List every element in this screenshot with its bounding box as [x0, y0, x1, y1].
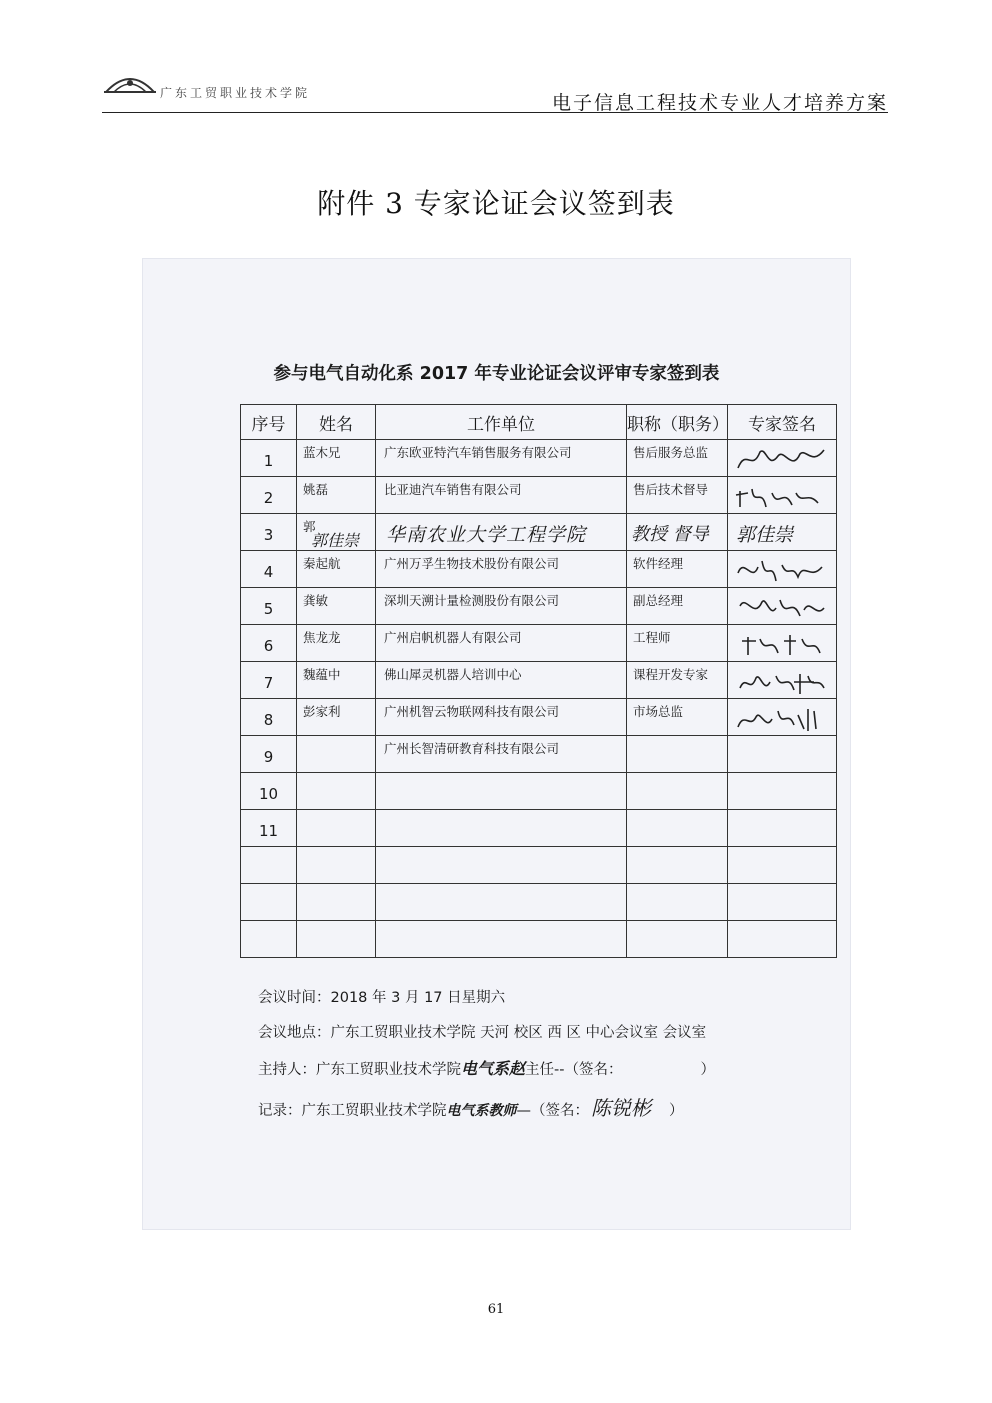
col-header-signature: 专家签名: [728, 405, 837, 440]
host-handwritten-dept: 电气系: [461, 1059, 510, 1078]
expert-name: [297, 884, 375, 890]
work-unit: [376, 921, 626, 927]
signature-cell: [728, 921, 837, 958]
table-row: [241, 773, 837, 810]
expert-name: 蓝木兄: [303, 445, 341, 460]
expert-name: 彭家利: [303, 704, 341, 719]
row-no: 7: [263, 674, 274, 692]
recorder-suffix: —（签名：: [516, 1103, 589, 1119]
signature-cell: [728, 736, 837, 773]
work-unit: [376, 847, 626, 853]
work-unit: 广州机智云物联网科技有限公司: [384, 704, 560, 719]
expert-name: [297, 921, 375, 927]
table-row: [241, 736, 837, 773]
expert-name: 龚敏: [303, 593, 329, 608]
expert-name: [297, 810, 375, 816]
page-number: 61: [487, 1302, 505, 1317]
expert-name: [297, 736, 375, 742]
expert-name: [297, 847, 375, 853]
handwritten-signature: [732, 590, 832, 624]
expert-name: 姚磊: [303, 482, 329, 497]
expert-name: 焦龙龙: [303, 630, 341, 645]
handwritten-unit: 华南农业大学工程学院: [386, 524, 587, 546]
work-unit: [376, 884, 626, 890]
signature-text: [728, 847, 836, 853]
handwritten-title: 教授 督导: [631, 524, 709, 545]
signature-text: [728, 736, 836, 742]
job-title: [627, 884, 727, 890]
row-no: 10: [258, 785, 279, 803]
signature-cell: [728, 699, 837, 736]
job-title: [627, 847, 727, 853]
header-rule: [102, 112, 888, 113]
signature-text: [728, 884, 836, 890]
row-no: [241, 914, 296, 920]
row-no: 3: [263, 526, 274, 544]
college-logo-text: 广东工贸职业技术学院: [160, 86, 311, 100]
handwritten-signature: [732, 553, 832, 587]
scanned-sign-in-sheet: [142, 258, 851, 1230]
signature-cell: [728, 847, 837, 884]
work-unit: 广州长智清研教育科技有限公司: [384, 741, 560, 756]
row-no: 1: [263, 452, 274, 470]
signature-text: [728, 773, 836, 779]
signature-cell: [728, 625, 837, 662]
job-title: 软件经理: [633, 556, 684, 571]
work-unit: 深圳天溯计量检测股份有限公司: [384, 593, 560, 608]
job-title: [627, 921, 727, 927]
row-no: 9: [263, 748, 274, 766]
row-no: 5: [263, 600, 274, 618]
signature-cell: [728, 662, 837, 699]
signature-text: [728, 921, 836, 927]
job-title: [627, 810, 727, 816]
signature-cell: [728, 588, 837, 625]
work-unit: 比亚迪汽车销售有限公司: [384, 482, 522, 497]
work-unit: 广州万孚生物技术股份有限公司: [384, 556, 560, 571]
form-title: 参与电气自动化系 2017 年专业论证会议评审专家签到表: [273, 364, 720, 384]
signature-text: 郭佳崇: [736, 524, 794, 546]
handwritten-signature: [732, 701, 832, 735]
handwritten-name: 郭佳崇: [311, 531, 360, 550]
row-no: [241, 877, 296, 883]
job-title: 售后技术督导: [633, 482, 709, 497]
row-no: 6: [263, 637, 274, 655]
col-header-unit: 工作单位: [376, 405, 627, 440]
work-unit: 广东欧亚特汽车销售服务有限公司: [384, 445, 572, 460]
expert-name: [297, 773, 375, 779]
page-title: 附件 3 专家论证会议签到表: [317, 187, 675, 220]
table-row: [241, 514, 837, 551]
meeting-place: 会议地点：广东工贸职业技术学院 天河 校区 西 区 中心会议室 会议室: [258, 1025, 707, 1041]
job-title: 副总经理: [633, 593, 684, 608]
table-row: [241, 477, 837, 514]
table-row: [241, 625, 837, 662]
col-header-title: 职称（职务）: [627, 405, 728, 440]
meeting-time: 会议时间：2018 年 3 月 17 日星期六: [258, 990, 506, 1006]
signature-cell: [728, 514, 837, 551]
job-title: [627, 736, 727, 742]
table-row: [241, 440, 837, 477]
work-unit: [376, 773, 626, 779]
row-no: 2: [263, 489, 274, 507]
table-row: [241, 699, 837, 736]
work-unit: 广州启帆机器人有限公司: [384, 630, 522, 645]
table-row: [241, 551, 837, 588]
handwritten-signature: [732, 664, 832, 698]
col-header-name: 姓名: [297, 405, 376, 440]
handwritten-signature: [732, 442, 832, 476]
recorder-handwritten-dept: 电气系教师: [446, 1103, 517, 1119]
table-row: [241, 847, 837, 884]
recorder-close: ）: [669, 1103, 684, 1119]
row-no: 8: [263, 711, 274, 729]
signature-cell: [728, 477, 837, 514]
job-title: 工程师: [633, 630, 671, 645]
job-title: [627, 773, 727, 779]
meeting-host: [258, 1056, 715, 1079]
expert-name: 秦起航: [303, 556, 341, 571]
host-close: ）: [700, 1062, 715, 1078]
college-logo: [102, 70, 158, 96]
table-row: [241, 884, 837, 921]
recorder-signature: 陈锐彬: [591, 1096, 651, 1120]
table-row: [241, 662, 837, 699]
job-title: 市场总监: [633, 704, 684, 719]
table-row: [241, 810, 837, 847]
table-header-row: [241, 405, 837, 440]
host-handwritten-name: 赵: [509, 1059, 526, 1078]
signature-cell: [728, 773, 837, 810]
signature-text: [728, 810, 836, 816]
recorder-prefix: 记录：广东工贸职业技术学院: [258, 1103, 447, 1119]
host-prefix: 主持人：广东工贸职业技术学院: [258, 1062, 461, 1078]
work-unit: 佛山犀灵机器人培训中心: [384, 667, 522, 682]
table-row: [241, 921, 837, 958]
handwritten-signature: [732, 479, 832, 513]
col-header-no: 序号: [241, 405, 297, 440]
expert-name: 郭: [303, 519, 316, 534]
row-no: 4: [263, 563, 274, 581]
expert-name: 魏蕴中: [303, 667, 341, 682]
row-no: [241, 951, 296, 957]
job-title: 课程开发专家: [633, 667, 709, 682]
host-suffix: 主任--（签名：: [525, 1062, 623, 1078]
signature-cell: [728, 810, 837, 847]
document-header-title: 电子信息工程技术专业人才培养方案: [551, 92, 888, 114]
signature-cell: [728, 440, 837, 477]
signature-cell: [728, 884, 837, 921]
work-unit: [376, 810, 626, 816]
meeting-recorder: [258, 1092, 684, 1121]
table-row: [241, 588, 837, 625]
signature-cell: [728, 551, 837, 588]
job-title: 售后服务总监: [633, 445, 709, 460]
handwritten-signature: [732, 627, 832, 661]
sign-in-table: [240, 404, 837, 958]
row-no: 11: [258, 822, 279, 840]
